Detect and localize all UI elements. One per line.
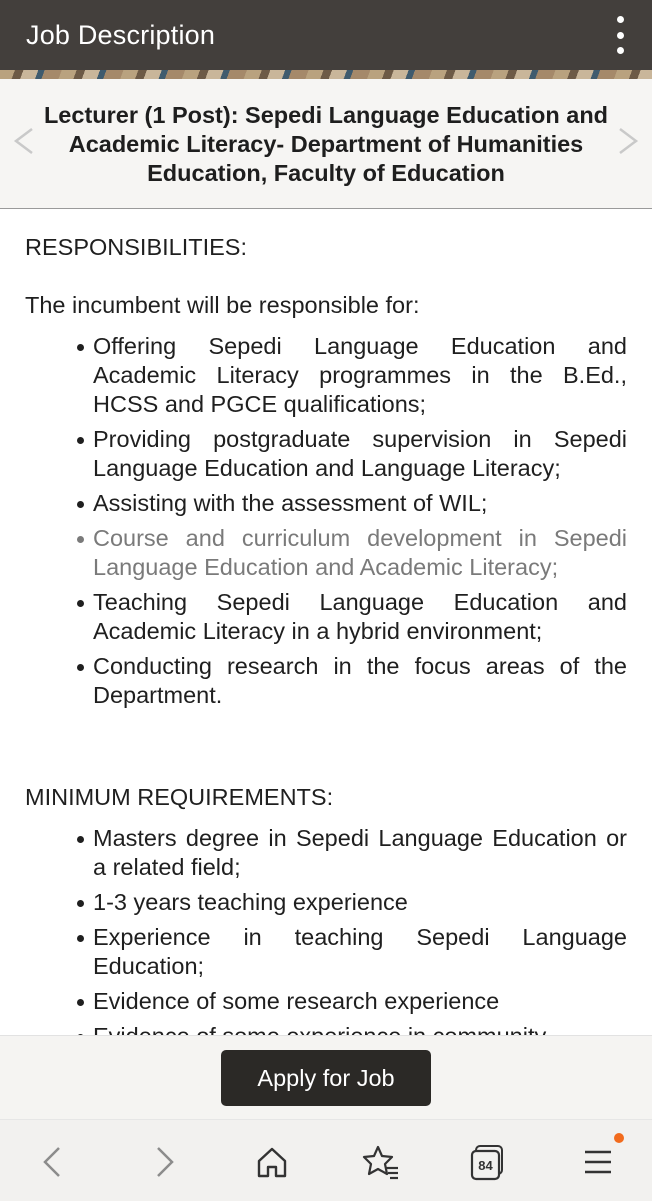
- list-item: Masters degree in Sepedi Language Education or a related field;: [93, 825, 627, 880]
- list-item: Offering Sepedi Language Education and Academic Literacy programmes in the B.Ed., HCSS and PGCE qualifications;: [93, 333, 627, 417]
- notification-dot: [614, 1133, 624, 1143]
- page-title: Job Description: [26, 19, 216, 50]
- responsibilities-heading: RESPONSIBILITIES:: [25, 234, 248, 260]
- app-bar: [0, 0, 652, 70]
- home-icon[interactable]: [252, 1142, 292, 1182]
- bookmarks-icon[interactable]: [361, 1142, 401, 1182]
- back-icon[interactable]: [33, 1142, 73, 1182]
- previous-job-arrow-icon[interactable]: [12, 125, 36, 157]
- list-item: Conducting research in the focus areas of the Department.: [93, 653, 627, 708]
- apply-for-job-button[interactable]: Apply for Job: [221, 1050, 431, 1106]
- next-job-arrow-icon[interactable]: [616, 125, 640, 157]
- requirements-list: [93, 824, 627, 1057]
- menu-icon[interactable]: [578, 1142, 618, 1182]
- header-banner-image: [0, 70, 652, 79]
- tabs-icon[interactable]: [468, 1142, 508, 1182]
- list-item: Evidence of some research experience: [93, 987, 627, 1016]
- list-item: Experience in teaching Sepedi Language Education;: [93, 924, 627, 979]
- job-title-bar: [0, 79, 652, 209]
- apply-panel: [0, 1035, 652, 1120]
- list-item: Providing postgraduate supervision in Sepedi Language Education and Language Literacy;: [93, 426, 627, 481]
- forward-icon[interactable]: [144, 1142, 184, 1182]
- tab-count: 84: [478, 1158, 493, 1173]
- browser-nav-bar: [0, 1119, 652, 1201]
- job-title: Lecturer (1 Post): Sepedi Language Education and Academic Literacy- Department of Humanities Education, Faculty of Education: [43, 102, 609, 186]
- more-options-icon[interactable]: [610, 16, 630, 54]
- list-item: Course and curriculum development in Sepedi Language Education and Academic Literacy;: [93, 525, 627, 580]
- responsibilities-intro: The incumbent will be responsible for:: [25, 292, 420, 318]
- job-description-content[interactable]: [0, 209, 652, 1035]
- list-item: Teaching Sepedi Language Education and Academic Literacy in a hybrid environment;: [93, 589, 627, 644]
- list-item: Assisting with the assessment of WIL;: [93, 489, 627, 518]
- list-item: 1-3 years teaching experience: [93, 888, 627, 917]
- responsibilities-list: [93, 332, 627, 716]
- requirements-heading: MINIMUM REQUIREMENTS:: [25, 784, 334, 810]
